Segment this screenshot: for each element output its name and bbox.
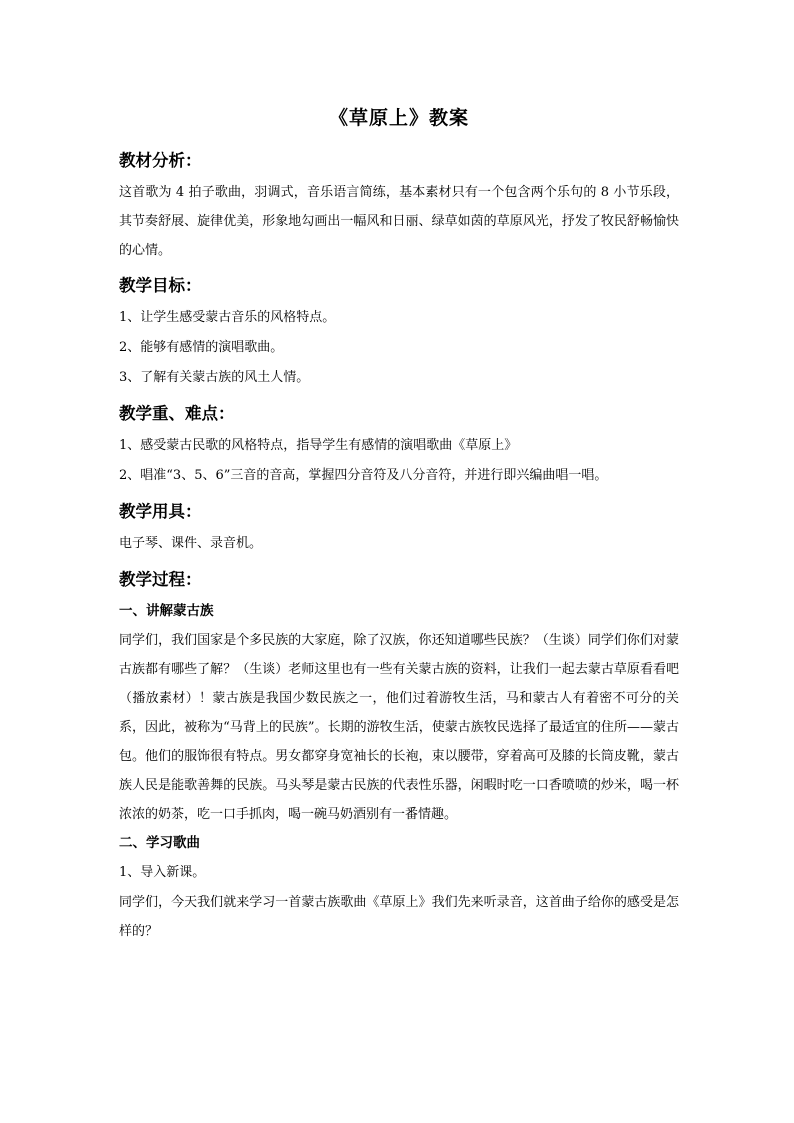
process-part2-step: 1、导入新课。 bbox=[119, 865, 206, 880]
focus-item: 1、感受蒙古民歌的风格特点，指导学生有感情的演唱歌曲《草原上》 bbox=[119, 438, 518, 453]
process-part1-title: 一、讲解蒙古族 bbox=[119, 603, 214, 619]
analysis-text: 这首歌为 4 拍子歌曲，羽调式，音乐语言简练，基本素材只有一个包含两个乐句的 8 小节乐段，其节奏舒展、旋律优美，形象地勾画出一幅风和日丽、绿草如茵的草原风光，抒发了牧民舒畅愉快的心情。 bbox=[119, 185, 679, 258]
heading-goals: 教学目标： bbox=[119, 276, 202, 295]
process-part1-text: 同学们，我们国家是个多民族的大家庭，除了汉族，你还知道哪些民族？（生谈）同学们你们对蒙古族都有哪些了解？（生谈）老师这里也有一些有关蒙古族的资料，让我们一起去蒙古草原看看吧（播放素材）！蒙古族是我国少数民族之一，他们过着游牧生活，马和蒙古人有着密不可分的关系，因此，被称为“马背上的民族”。长期的游牧生活，使蒙古族牧民选择了最适宜的住所——蒙古包。他们的服饰很有特点。男女都穿身宽袖长的长袍，束以腰带，穿着高可及膝的长筒皮靴，蒙古族人民是能歌善舞的民族。马头琴是蒙古民族的代表性乐器，闲暇时吃一口香喷喷的炒米，喝一杯浓浓的奶茶，吃一口手抓肉，喝一碗马奶酒别有一番情趣。 bbox=[119, 633, 679, 822]
focus-item: 2、唱准“3、5、6”三音的音高，掌握四分音符及八分音符，并进行即兴编曲唱一唱。 bbox=[119, 468, 608, 483]
process-part2-text: 同学们，今天我们就来学习一首蒙古族歌曲《草原上》我们先来听录音，这首曲子给你的感受是怎样的？ bbox=[119, 895, 679, 939]
goal-item: 1、让学生感受蒙古音乐的风格特点。 bbox=[119, 310, 336, 325]
document-title: 《草原上》教案 bbox=[328, 107, 469, 129]
goal-item: 2、能够有感情的演唱歌曲。 bbox=[119, 340, 284, 355]
heading-analysis: 教材分析： bbox=[119, 151, 202, 170]
process-part2-title: 二、学习歌曲 bbox=[119, 835, 200, 851]
heading-focus: 教学重、难点： bbox=[119, 404, 235, 423]
document-body bbox=[119, 100, 679, 946]
heading-process: 教学过程： bbox=[119, 570, 202, 589]
heading-tools: 教学用具： bbox=[119, 502, 202, 521]
tools-text: 电子琴、课件、录音机。 bbox=[119, 536, 263, 551]
goal-item: 3、了解有关蒙古族的风土人情。 bbox=[119, 370, 310, 385]
